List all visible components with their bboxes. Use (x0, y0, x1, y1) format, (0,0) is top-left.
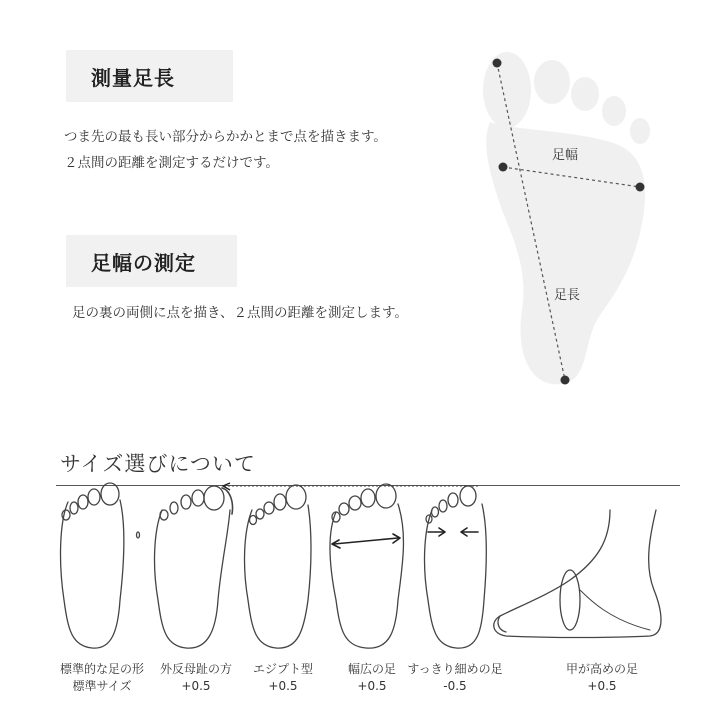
width-line-1: 足の裏の両側に点を描き、２点間の距離を測定します。 (72, 305, 408, 321)
caption-slim (400, 661, 510, 695)
caption-egyptian-name: エジプト型 (252, 662, 313, 676)
caption-egyptian-note: +0.5 (268, 679, 298, 693)
caption-hallux (146, 661, 246, 695)
standard-foot-sketch (61, 483, 140, 648)
wide-foot-sketch (330, 484, 404, 648)
footprint-diagram (470, 50, 670, 395)
length-heading: 測量足長 (91, 65, 175, 90)
caption-hallux-note: +0.5 (181, 679, 211, 693)
egyptian-foot-sketch (245, 485, 311, 648)
caption-slim-note: -0.5 (443, 679, 467, 693)
length-label: 足長 (554, 288, 581, 303)
footprint-shape (483, 52, 650, 384)
outer-width-dot (636, 183, 645, 192)
caption-high-instep (552, 661, 652, 695)
inner-width-dot (499, 163, 508, 172)
caption-standard-note: 標準サイズ (72, 679, 132, 693)
heel-dot (561, 376, 570, 385)
caption-egyptian (233, 661, 333, 695)
caption-standard-name: 標準的な足の形 (59, 662, 144, 676)
caption-hallux-name: 外反母趾の方 (159, 662, 232, 676)
caption-wide-name: 幅広の足 (347, 662, 396, 676)
caption-slim-name: すっきり細めの足 (407, 662, 503, 676)
length-heading-box (66, 50, 233, 102)
width-description (72, 300, 408, 326)
width-heading: 足幅の測定 (91, 250, 196, 275)
sizing-title: サイズ選びについて (60, 452, 256, 476)
length-line-1: つま先の最も長い部分からかかとまで点を描きます。 (64, 129, 387, 145)
caption-wide-note: +0.5 (357, 679, 387, 693)
length-description (64, 124, 387, 176)
toe-dot (493, 59, 502, 68)
length-line-2: ２点間の距離を測定するだけです。 (64, 155, 279, 171)
caption-high-instep-name: 甲が高めの足 (565, 662, 638, 676)
width-label: 足幅 (552, 148, 579, 163)
width-heading-box (66, 235, 237, 287)
high-instep-foot-sketch (494, 510, 661, 638)
slim-foot-sketch (425, 486, 487, 648)
hallux-valgus-foot-sketch (155, 486, 233, 648)
caption-standard (52, 661, 152, 695)
caption-high-instep-note: +0.5 (587, 679, 617, 693)
foot-types-illustration (50, 480, 690, 655)
